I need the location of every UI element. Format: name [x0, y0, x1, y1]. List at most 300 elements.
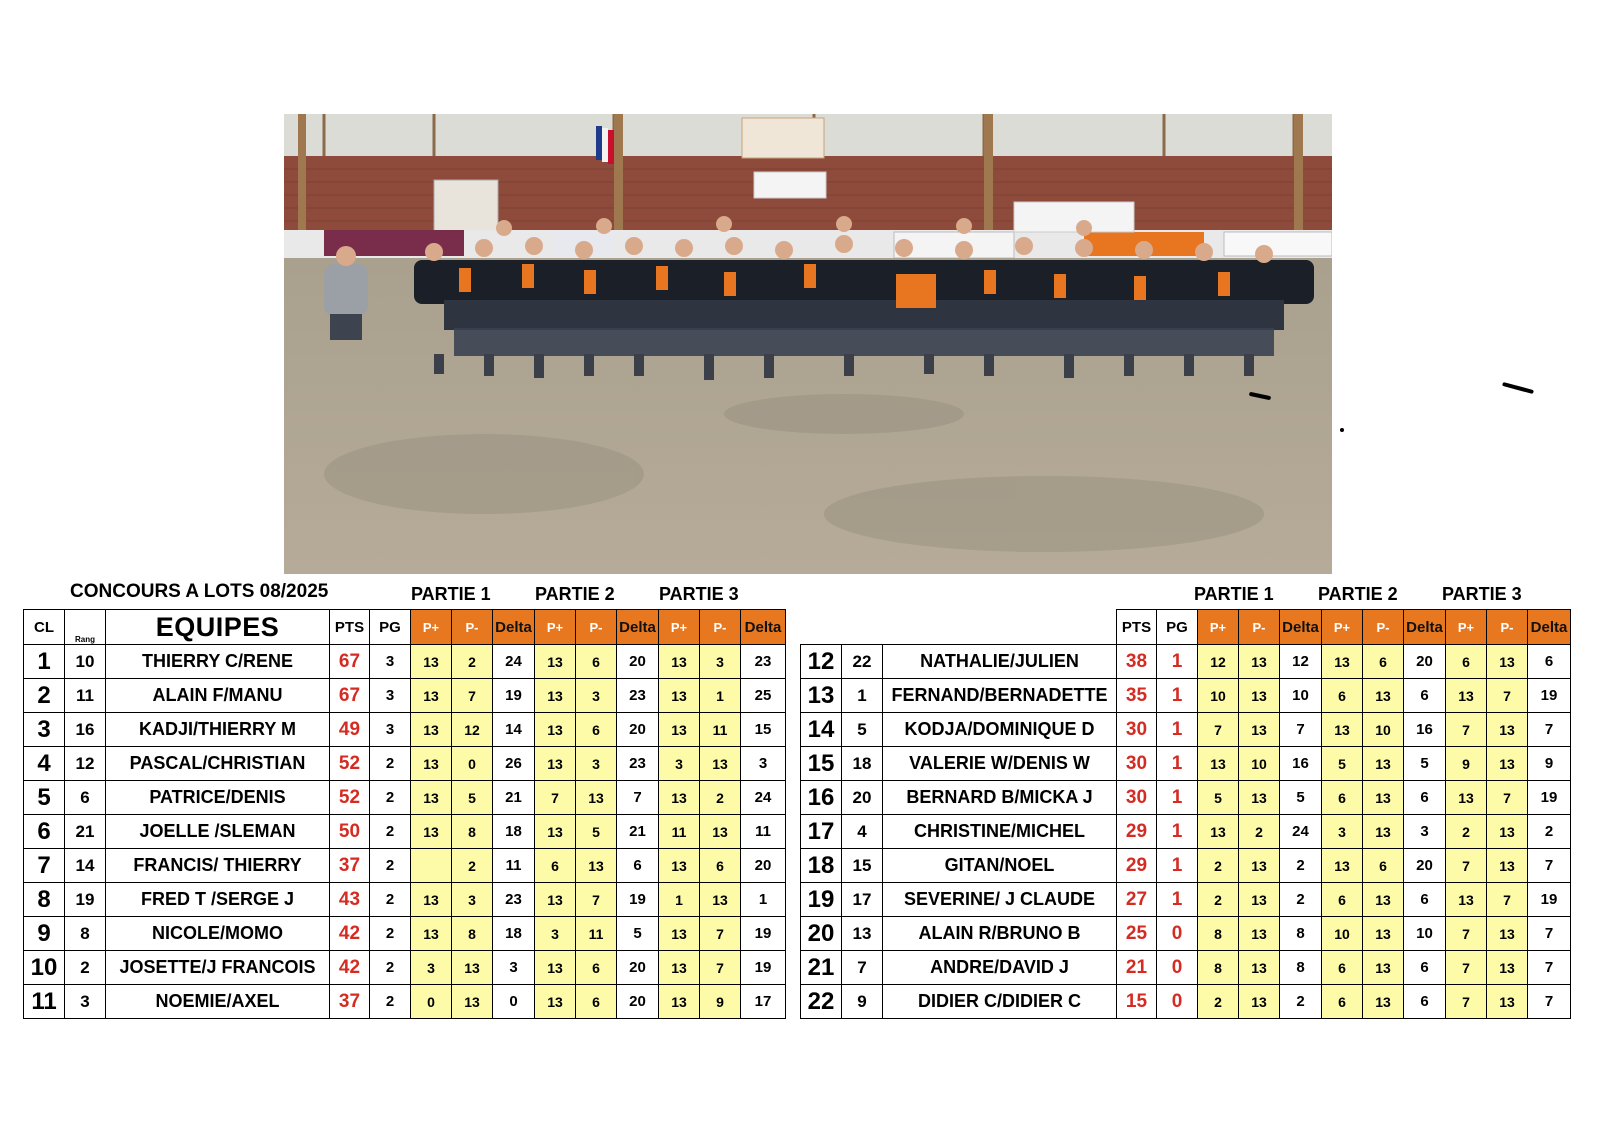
p1-minus-cell: 5 — [452, 781, 493, 815]
p3-delta-cell: 7 — [1528, 985, 1571, 1019]
rank-cell: 22 — [801, 985, 842, 1019]
p2-delta-cell: 20 — [617, 645, 659, 679]
p3-delta-cell: 19 — [741, 951, 786, 985]
cl-header: CL — [24, 610, 65, 645]
p2-delta-cell: 16 — [1404, 713, 1446, 747]
points-cell: 67 — [330, 679, 370, 713]
games-won-cell: 1 — [1157, 849, 1198, 883]
team-name-cell: SEVERINE/ J CLAUDE — [883, 883, 1117, 917]
p3-minus-cell: 13 — [1487, 985, 1528, 1019]
p3-delta-cell: 19 — [1528, 883, 1571, 917]
p2-minus-cell: 3 — [576, 679, 617, 713]
team-name-cell: KODJA/DOMINIQUE D — [883, 713, 1117, 747]
pg-header: PG — [370, 610, 411, 645]
p1-plus-cell: 13 — [411, 917, 452, 951]
p1-delta-cell: 2 — [1280, 985, 1322, 1019]
p1-minus-cell: 13 — [1239, 679, 1280, 713]
p1-plus-cell: 13 — [411, 781, 452, 815]
right-partie-1-label: PARTIE 1 — [1194, 584, 1274, 604]
p3-plus-cell: 13 — [659, 713, 700, 747]
p2-delta-cell: 21 — [617, 815, 659, 849]
p1-plus-cell: 13 — [411, 747, 452, 781]
p2-delta-header: Delta — [617, 610, 659, 645]
p2-delta-cell: 5 — [617, 917, 659, 951]
rank-cell: 1 — [24, 645, 65, 679]
points-cell: 30 — [1117, 747, 1157, 781]
draw-number-cell: 10 — [65, 645, 106, 679]
p2-plus-cell: 7 — [535, 781, 576, 815]
points-cell: 49 — [330, 713, 370, 747]
team-name-cell: NICOLE/MOMO — [106, 917, 330, 951]
p3-minus-cell: 7 — [700, 917, 741, 951]
rank-cell: 21 — [801, 951, 842, 985]
p1-minus-cell: 3 — [452, 883, 493, 917]
p2-plus-cell: 3 — [1322, 815, 1363, 849]
p1-delta-cell: 8 — [1280, 917, 1322, 951]
p3-delta-cell: 7 — [1528, 713, 1571, 747]
p1-plus-cell: 8 — [1198, 917, 1239, 951]
right-partie-3-label: PARTIE 3 — [1442, 584, 1522, 604]
points-cell: 67 — [330, 645, 370, 679]
p2-minus-cell: 13 — [1363, 747, 1404, 781]
p1-plus-header: P+ — [411, 610, 452, 645]
games-won-cell: 3 — [370, 679, 411, 713]
p3-minus-cell: 11 — [700, 713, 741, 747]
p3-delta-cell: 7 — [1528, 951, 1571, 985]
p3-plus-cell: 7 — [1446, 713, 1487, 747]
p2-plus-cell: 6 — [1322, 883, 1363, 917]
p1-delta-cell: 2 — [1280, 883, 1322, 917]
p2-delta-cell: 20 — [1404, 849, 1446, 883]
p3-plus-cell: 7 — [1446, 849, 1487, 883]
p2-plus-cell: 13 — [535, 713, 576, 747]
p3-plus-cell: 13 — [659, 917, 700, 951]
rank-cell: 16 — [801, 781, 842, 815]
team-name-cell: KADJI/THIERRY M — [106, 713, 330, 747]
points-cell: 29 — [1117, 815, 1157, 849]
p2-plus-cell: 6 — [1322, 985, 1363, 1019]
p3-delta-cell: 20 — [741, 849, 786, 883]
p3-delta-cell: 2 — [1528, 815, 1571, 849]
rank-cell: 3 — [24, 713, 65, 747]
p3-delta-header: Delta — [1528, 610, 1571, 645]
p1-delta-cell: 24 — [493, 645, 535, 679]
rank-cell: 2 — [24, 679, 65, 713]
points-cell: 38 — [1117, 645, 1157, 679]
p2-delta-cell: 20 — [617, 713, 659, 747]
team-name-cell: THIERRY C/RENE — [106, 645, 330, 679]
draw-number-cell: 5 — [842, 713, 883, 747]
p2-plus-cell: 6 — [535, 849, 576, 883]
games-won-cell: 2 — [370, 917, 411, 951]
p1-plus-cell: 0 — [411, 985, 452, 1019]
p1-minus-cell: 13 — [1239, 645, 1280, 679]
p1-delta-cell: 10 — [1280, 679, 1322, 713]
p1-minus-cell: 13 — [1239, 951, 1280, 985]
p2-minus-cell: 3 — [576, 747, 617, 781]
p2-minus-cell: 6 — [576, 951, 617, 985]
table-row — [801, 951, 1571, 985]
p3-minus-cell: 13 — [700, 883, 741, 917]
p1-plus-cell: 2 — [1198, 883, 1239, 917]
p3-minus-header: P- — [700, 610, 741, 645]
games-won-cell: 2 — [370, 883, 411, 917]
right-partie-2-label: PARTIE 2 — [1318, 584, 1398, 604]
p2-plus-cell: 13 — [535, 883, 576, 917]
p2-plus-cell: 5 — [1322, 747, 1363, 781]
rank-cell: 17 — [801, 815, 842, 849]
games-won-cell: 2 — [370, 781, 411, 815]
p2-minus-cell: 5 — [576, 815, 617, 849]
p1-plus-cell: 10 — [1198, 679, 1239, 713]
rank-cell: 4 — [24, 747, 65, 781]
draw-number-cell: 21 — [65, 815, 106, 849]
p3-plus-cell: 13 — [659, 951, 700, 985]
table-row — [24, 883, 786, 917]
games-won-cell: 1 — [1157, 747, 1198, 781]
p1-plus-header: P+ — [1198, 610, 1239, 645]
p1-plus-cell: 13 — [411, 883, 452, 917]
table-row — [24, 917, 786, 951]
left-partie-3-label: PARTIE 3 — [659, 584, 739, 604]
p1-minus-cell: 13 — [1239, 917, 1280, 951]
p3-plus-cell: 3 — [659, 747, 700, 781]
pts-header: PTS — [1117, 610, 1157, 645]
team-photo-illustration — [284, 114, 1332, 574]
p2-minus-cell: 13 — [1363, 883, 1404, 917]
team-name-cell: FRANCIS/ THIERRY — [106, 849, 330, 883]
p2-delta-cell: 5 — [1404, 747, 1446, 781]
p1-delta-cell: 7 — [1280, 713, 1322, 747]
p2-minus-header: P- — [1363, 610, 1404, 645]
p1-delta-cell: 19 — [493, 679, 535, 713]
draw-number-cell: 11 — [65, 679, 106, 713]
p2-delta-header: Delta — [1404, 610, 1446, 645]
games-won-cell: 1 — [1157, 781, 1198, 815]
draw-number-cell: 1 — [842, 679, 883, 713]
p3-minus-cell: 13 — [700, 815, 741, 849]
table-row — [801, 645, 1571, 679]
p1-plus-cell: 7 — [1198, 713, 1239, 747]
p3-plus-cell: 7 — [1446, 951, 1487, 985]
rank-cell: 18 — [801, 849, 842, 883]
left-partie-2-label: PARTIE 2 — [535, 584, 615, 604]
team-name-cell: BERNARD B/MICKA J — [883, 781, 1117, 815]
p1-delta-header: Delta — [493, 610, 535, 645]
p2-plus-cell: 13 — [535, 679, 576, 713]
p2-plus-cell: 13 — [1322, 713, 1363, 747]
p1-plus-cell: 8 — [1198, 951, 1239, 985]
p3-delta-cell: 19 — [1528, 781, 1571, 815]
p2-plus-cell: 13 — [1322, 849, 1363, 883]
p3-plus-cell: 13 — [659, 679, 700, 713]
p3-minus-cell: 7 — [700, 951, 741, 985]
p1-delta-cell: 26 — [493, 747, 535, 781]
p3-plus-cell: 13 — [1446, 781, 1487, 815]
p1-minus-cell: 13 — [1239, 713, 1280, 747]
p3-delta-cell: 24 — [741, 781, 786, 815]
rank-cell: 19 — [801, 883, 842, 917]
p2-plus-cell: 6 — [1322, 679, 1363, 713]
rank-cell: 12 — [801, 645, 842, 679]
table-row — [24, 815, 786, 849]
p3-minus-cell: 13 — [1487, 747, 1528, 781]
p1-minus-cell: 2 — [1239, 815, 1280, 849]
right-standings-table — [800, 609, 1571, 1019]
rank-cell: 10 — [24, 951, 65, 985]
p2-minus-cell: 11 — [576, 917, 617, 951]
table-row — [24, 645, 786, 679]
games-won-cell: 3 — [370, 645, 411, 679]
p3-delta-cell: 7 — [1528, 849, 1571, 883]
p3-delta-cell: 6 — [1528, 645, 1571, 679]
p2-plus-cell: 6 — [1322, 781, 1363, 815]
p2-delta-cell: 23 — [617, 747, 659, 781]
p3-plus-header: P+ — [659, 610, 700, 645]
rank-cell: 9 — [24, 917, 65, 951]
p2-plus-cell: 13 — [535, 951, 576, 985]
points-cell: 52 — [330, 747, 370, 781]
p1-plus-cell — [411, 849, 452, 883]
draw-number-cell: 12 — [65, 747, 106, 781]
p2-plus-cell: 13 — [1322, 645, 1363, 679]
p1-minus-header: P- — [452, 610, 493, 645]
p1-delta-cell: 21 — [493, 781, 535, 815]
table-row — [24, 679, 786, 713]
p2-minus-cell: 13 — [576, 849, 617, 883]
p1-delta-cell: 2 — [1280, 849, 1322, 883]
empty-header-cell — [883, 610, 1117, 645]
team-name-cell: PASCAL/CHRISTIAN — [106, 747, 330, 781]
p2-plus-cell: 10 — [1322, 917, 1363, 951]
draw-number-cell: 15 — [842, 849, 883, 883]
p3-plus-cell: 1 — [659, 883, 700, 917]
table-row — [801, 679, 1571, 713]
p2-delta-cell: 6 — [1404, 781, 1446, 815]
p2-plus-cell: 6 — [1322, 951, 1363, 985]
games-won-cell: 1 — [1157, 679, 1198, 713]
p2-plus-cell: 13 — [535, 645, 576, 679]
left-partie-1-label: PARTIE 1 — [411, 584, 491, 604]
p2-delta-cell: 19 — [617, 883, 659, 917]
draw-number-cell: 6 — [65, 781, 106, 815]
games-won-cell: 2 — [370, 985, 411, 1019]
points-cell: 37 — [330, 985, 370, 1019]
games-won-cell: 0 — [1157, 985, 1198, 1019]
p1-delta-cell: 3 — [493, 951, 535, 985]
table-row — [801, 849, 1571, 883]
p2-delta-cell: 6 — [1404, 883, 1446, 917]
draw-number-cell: 3 — [65, 985, 106, 1019]
points-cell: 27 — [1117, 883, 1157, 917]
games-won-cell: 2 — [370, 747, 411, 781]
p2-delta-cell: 6 — [1404, 679, 1446, 713]
p2-minus-cell: 13 — [1363, 985, 1404, 1019]
p3-minus-cell: 2 — [700, 781, 741, 815]
p3-plus-cell: 13 — [659, 781, 700, 815]
p2-minus-header: P- — [576, 610, 617, 645]
p3-minus-cell: 13 — [1487, 815, 1528, 849]
p2-plus-cell: 3 — [535, 917, 576, 951]
points-cell: 15 — [1117, 985, 1157, 1019]
stray-dot — [1340, 428, 1344, 432]
games-won-cell: 1 — [1157, 883, 1198, 917]
draw-number-cell: 20 — [842, 781, 883, 815]
points-cell: 42 — [330, 917, 370, 951]
draw-number-cell: 7 — [842, 951, 883, 985]
p3-plus-cell: 9 — [1446, 747, 1487, 781]
p1-delta-cell: 18 — [493, 815, 535, 849]
team-name-cell: FERNAND/BERNADETTE — [883, 679, 1117, 713]
table-row — [801, 917, 1571, 951]
p2-delta-cell: 20 — [617, 951, 659, 985]
games-won-cell: 2 — [370, 815, 411, 849]
p2-plus-header: P+ — [1322, 610, 1363, 645]
p2-minus-cell: 6 — [576, 713, 617, 747]
table-row — [801, 883, 1571, 917]
p1-minus-cell: 2 — [452, 849, 493, 883]
points-cell: 42 — [330, 951, 370, 985]
team-name-cell: ALAIN F/MANU — [106, 679, 330, 713]
p2-delta-cell: 23 — [617, 679, 659, 713]
p2-delta-cell: 6 — [1404, 985, 1446, 1019]
p2-minus-cell: 6 — [576, 985, 617, 1019]
points-cell: 25 — [1117, 917, 1157, 951]
p1-plus-cell: 2 — [1198, 985, 1239, 1019]
team-name-cell: ANDRE/DAVID J — [883, 951, 1117, 985]
p2-delta-cell: 3 — [1404, 815, 1446, 849]
rang-header: Rang — [65, 610, 106, 645]
p1-delta-cell: 11 — [493, 849, 535, 883]
draw-number-cell: 4 — [842, 815, 883, 849]
p3-plus-cell: 2 — [1446, 815, 1487, 849]
p2-minus-cell: 13 — [576, 781, 617, 815]
table-row — [801, 713, 1571, 747]
draw-number-cell: 8 — [65, 917, 106, 951]
p3-delta-cell: 3 — [741, 747, 786, 781]
p3-minus-cell: 9 — [700, 985, 741, 1019]
p3-plus-cell: 7 — [1446, 917, 1487, 951]
games-won-cell: 0 — [1157, 917, 1198, 951]
table-row — [801, 815, 1571, 849]
team-name-cell: VALERIE W/DENIS W — [883, 747, 1117, 781]
pts-header: PTS — [330, 610, 370, 645]
p1-plus-cell: 13 — [411, 815, 452, 849]
p2-plus-cell: 13 — [535, 815, 576, 849]
p3-delta-cell: 9 — [1528, 747, 1571, 781]
p2-minus-cell: 10 — [1363, 713, 1404, 747]
table-row — [24, 781, 786, 815]
p1-minus-cell: 13 — [1239, 849, 1280, 883]
left-header-row — [24, 610, 786, 645]
stray-mark-2 — [1502, 382, 1534, 394]
p1-plus-cell: 13 — [411, 679, 452, 713]
p3-plus-cell: 13 — [659, 985, 700, 1019]
p3-delta-cell: 23 — [741, 645, 786, 679]
rank-cell: 13 — [801, 679, 842, 713]
p3-minus-cell: 13 — [1487, 917, 1528, 951]
p3-minus-cell: 3 — [700, 645, 741, 679]
p1-minus-cell: 13 — [1239, 883, 1280, 917]
p3-plus-cell: 11 — [659, 815, 700, 849]
p3-delta-cell: 25 — [741, 679, 786, 713]
p1-plus-cell: 13 — [1198, 747, 1239, 781]
tournament-title: CONCOURS A LOTS 08/2025 — [70, 581, 329, 602]
p1-minus-cell: 12 — [452, 713, 493, 747]
p1-minus-cell: 13 — [1239, 781, 1280, 815]
points-cell: 30 — [1117, 713, 1157, 747]
points-cell: 30 — [1117, 781, 1157, 815]
team-name-cell: ALAIN R/BRUNO B — [883, 917, 1117, 951]
draw-number-cell: 2 — [65, 951, 106, 985]
draw-number-cell: 18 — [842, 747, 883, 781]
table-row — [801, 747, 1571, 781]
empty-header-cell — [842, 610, 883, 645]
games-won-cell: 3 — [370, 713, 411, 747]
p3-minus-cell: 13 — [1487, 849, 1528, 883]
rank-cell: 5 — [24, 781, 65, 815]
p1-minus-cell: 0 — [452, 747, 493, 781]
p1-delta-cell: 12 — [1280, 645, 1322, 679]
games-won-cell: 0 — [1157, 951, 1198, 985]
p1-plus-cell: 13 — [1198, 815, 1239, 849]
team-name-cell: GITAN/NOEL — [883, 849, 1117, 883]
table-row — [24, 951, 786, 985]
table-row — [24, 985, 786, 1019]
p3-minus-cell: 7 — [1487, 883, 1528, 917]
p2-delta-cell: 6 — [1404, 951, 1446, 985]
p3-plus-cell: 13 — [659, 849, 700, 883]
p1-delta-cell: 23 — [493, 883, 535, 917]
p1-plus-cell: 13 — [411, 713, 452, 747]
right-header-row — [801, 610, 1571, 645]
p2-delta-cell: 20 — [617, 985, 659, 1019]
p1-minus-cell: 10 — [1239, 747, 1280, 781]
team-name-cell: DIDIER C/DIDIER C — [883, 985, 1117, 1019]
pg-header: PG — [1157, 610, 1198, 645]
rank-cell: 11 — [24, 985, 65, 1019]
p3-minus-cell: 13 — [1487, 713, 1528, 747]
p2-minus-cell: 13 — [1363, 781, 1404, 815]
p1-delta-cell: 24 — [1280, 815, 1322, 849]
rank-cell: 15 — [801, 747, 842, 781]
draw-number-cell: 17 — [842, 883, 883, 917]
p3-delta-cell: 19 — [741, 917, 786, 951]
team-name-cell: FRED T /SERGE J — [106, 883, 330, 917]
games-won-cell: 1 — [1157, 815, 1198, 849]
p1-delta-cell: 14 — [493, 713, 535, 747]
draw-number-cell: 14 — [65, 849, 106, 883]
team-name-cell: PATRICE/DENIS — [106, 781, 330, 815]
p1-delta-cell: 5 — [1280, 781, 1322, 815]
empty-header-cell — [801, 610, 842, 645]
p1-minus-cell: 8 — [452, 815, 493, 849]
team-name-cell: JOSETTE/J FRANCOIS — [106, 951, 330, 985]
draw-number-cell: 19 — [65, 883, 106, 917]
points-cell: 29 — [1117, 849, 1157, 883]
draw-number-cell: 13 — [842, 917, 883, 951]
p2-minus-cell: 6 — [1363, 645, 1404, 679]
p1-plus-cell: 13 — [411, 645, 452, 679]
p1-minus-cell: 2 — [452, 645, 493, 679]
p1-minus-cell: 7 — [452, 679, 493, 713]
p3-plus-cell: 13 — [1446, 679, 1487, 713]
p3-plus-cell: 13 — [659, 645, 700, 679]
rank-cell: 7 — [24, 849, 65, 883]
p3-delta-cell: 15 — [741, 713, 786, 747]
p1-plus-cell: 12 — [1198, 645, 1239, 679]
games-won-cell: 2 — [370, 849, 411, 883]
